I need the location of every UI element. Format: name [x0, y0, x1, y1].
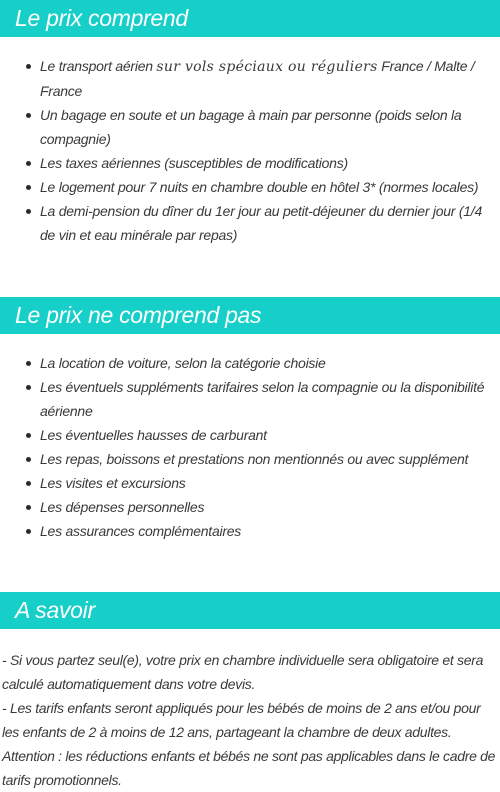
section-title-includes: Le prix comprend: [15, 5, 188, 31]
info-paragraph: - Si vous partez seul(e), votre prix en chambre individuelle sera obligatoire et sera calculé automatiquement dans votre devis.: [2, 652, 484, 692]
list-item: Un bagage en soute et un bagage à main par personne (poids selon la compagnie): [40, 103, 500, 151]
list-item: La location de voiture, selon la catégorie choisie: [40, 351, 500, 375]
section-header-info: [0, 592, 500, 629]
section-header-includes: [0, 0, 500, 37]
list-item: La demi-pension du dîner du 1er jour au petit-déjeuner du dernier jour (1/4 de vin et eau minérale par repas): [40, 199, 500, 247]
list-item: Les repas, boissons et prestations non mentionnés ou avec supplément: [40, 447, 500, 471]
section-title-excludes: Le prix ne comprend pas: [15, 302, 262, 328]
list-item: Les dépenses personnelles: [40, 495, 500, 519]
list-item: Les taxes aériennes (susceptibles de modifications): [40, 151, 500, 175]
list-item: Le transport aérien sur vols spéciaux ou réguliers France / Malte / France: [40, 54, 500, 103]
info-paragraph: Attention : les réductions enfants et bébés ne sont pas applicables dans le cadre de tarifs promotionnels.: [2, 748, 496, 788]
info-text: [2, 648, 500, 792]
section-title-info: A savoir: [15, 597, 95, 623]
excludes-list: [0, 351, 500, 543]
emphasis-text: sur vols spéciaux ou réguliers: [156, 59, 378, 75]
list-item: Les visites et excursions: [40, 471, 500, 495]
list-item: Les éventuelles hausses de carburant: [40, 423, 500, 447]
list-item: Les éventuels suppléments tarifaires selon la compagnie ou la disponibilité aérienne: [40, 375, 500, 423]
list-item: Les assurances complémentaires: [40, 519, 500, 543]
includes-list: [0, 54, 500, 247]
info-paragraph: - Les tarifs enfants seront appliqués pour les bébés de moins de 2 ans et/ou pour les enfants de 2 à moins de 12 ans, partageant la chambre de deux adultes.: [2, 700, 481, 740]
list-item: Le logement pour 7 nuits en chambre double en hôtel 3* (normes locales): [40, 175, 500, 199]
section-header-excludes: [0, 297, 500, 334]
